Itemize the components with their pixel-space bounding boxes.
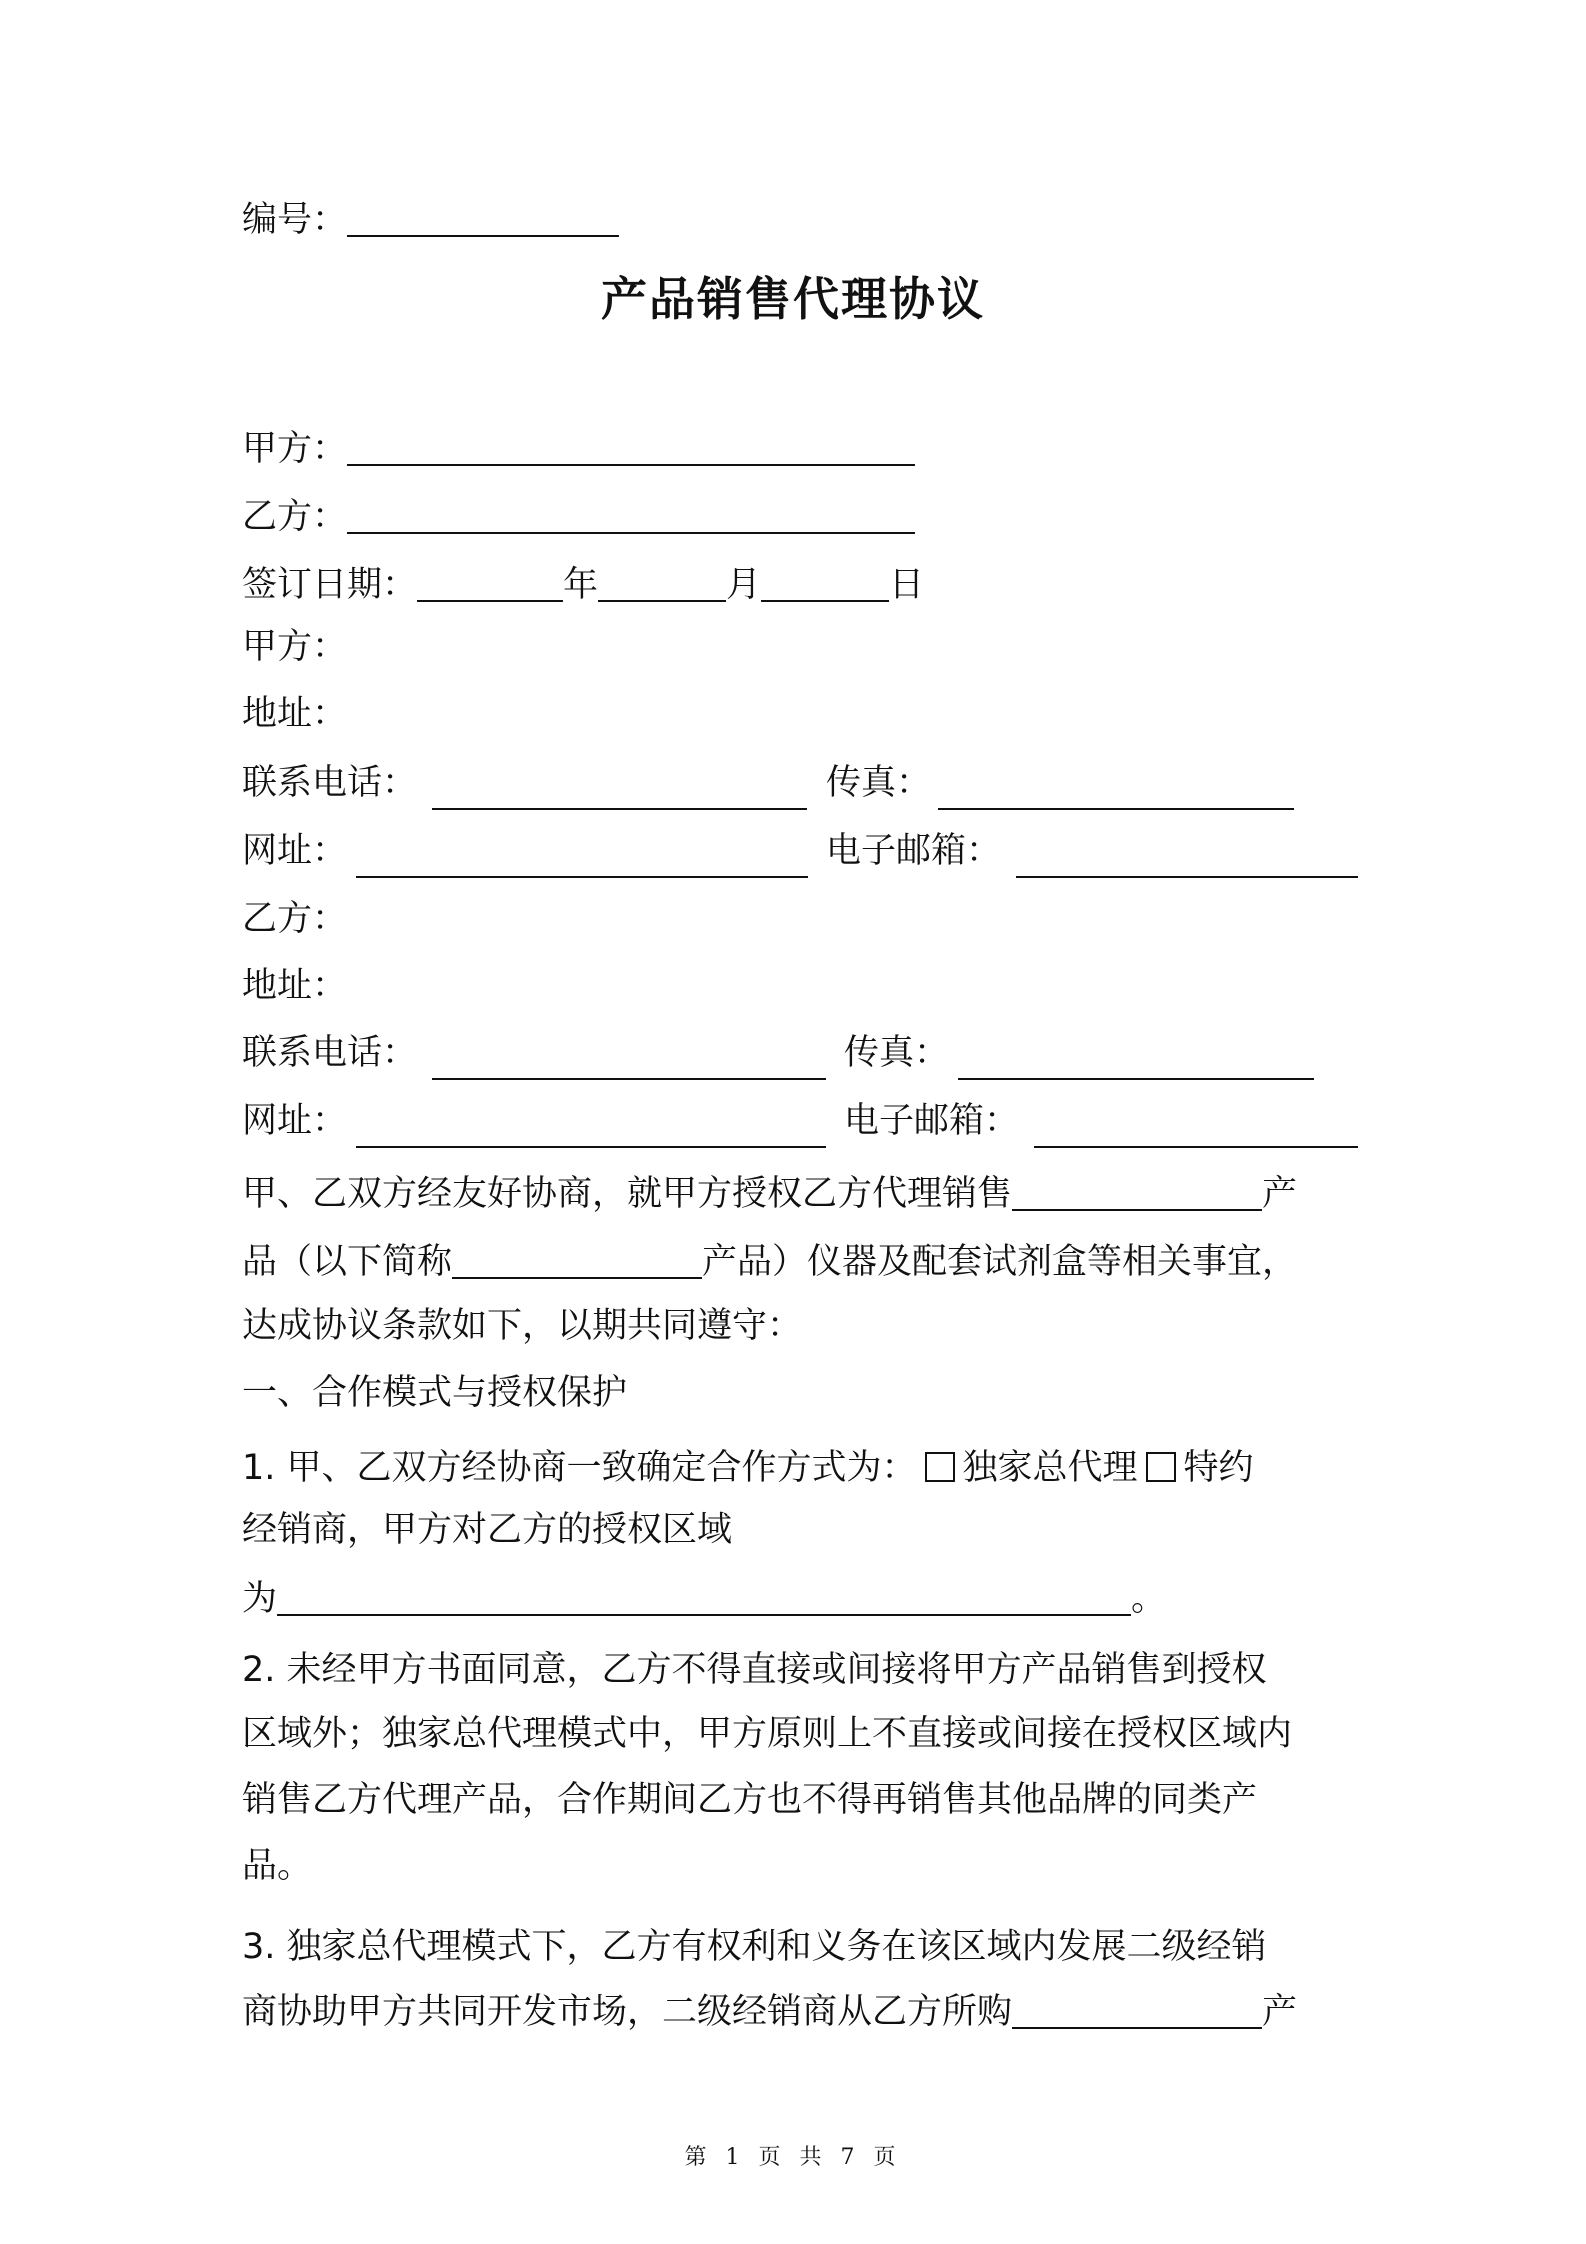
- purchase-product-blank: [1012, 1993, 1262, 2029]
- intro-line-2: [242, 1240, 1297, 1284]
- intro-text: 甲、乙双方经友好协商，就甲方授权乙方代理销售: [242, 1174, 1013, 1214]
- party-a-fax-blank: [938, 808, 1294, 810]
- section-heading: 一、合作模式与授权保护: [242, 1373, 628, 1413]
- clause-2-line-4: 品。: [242, 1846, 313, 1886]
- intro-text: 品（以下简称: [242, 1242, 453, 1282]
- checkbox-special-dealer[interactable]: [1146, 1452, 1176, 1482]
- clause-1-line-1: [242, 1446, 1254, 1490]
- month-blank: [598, 566, 726, 602]
- clause-2-line-2: 区域外；独家总代理模式中，甲方原则上不直接或间接在授权区域内: [242, 1714, 1293, 1754]
- clause-3-line-1: 3. 独家总代理模式下，乙方有权利和义务在该区域内发展二级经销: [242, 1927, 1267, 1967]
- sign-date-line: [242, 563, 924, 607]
- document-number: [242, 198, 619, 242]
- clause-2-line-3: 销售乙方代理产品，合作期间乙方也不得再销售其他品牌的同类产: [242, 1780, 1258, 1820]
- clause-2-line-1: 2. 未经甲方书面同意，乙方不得直接或间接将甲方产品销售到授权: [242, 1650, 1267, 1690]
- clause-text: 为: [242, 1579, 278, 1619]
- party-a-phone-blank: [432, 808, 807, 810]
- party-b-heading: 乙方：: [242, 899, 348, 939]
- intro-line-1: [242, 1172, 1297, 1216]
- clause-1-line-3: [242, 1577, 1166, 1621]
- party-a-blank: [347, 430, 915, 466]
- intro-text: 产: [1262, 1174, 1298, 1214]
- party-b-label: 乙方：: [242, 497, 348, 537]
- document-number-label: 编号：: [242, 200, 348, 240]
- sign-date-label: 签订日期：: [242, 565, 418, 605]
- page-number: 第 1 页 共 7 页: [684, 2145, 902, 2170]
- party-b-fax-label: 传真：: [844, 1033, 950, 1073]
- region-blank: [277, 1580, 1131, 1616]
- month-label: 月: [726, 565, 762, 605]
- party-a-website-blank: [356, 876, 808, 878]
- party-a-heading: 甲方：: [242, 627, 348, 667]
- clause-text: 产: [1262, 1992, 1298, 2032]
- party-b-fax-blank: [958, 1078, 1314, 1080]
- party-a-label: 甲方：: [242, 429, 348, 469]
- party-a-fax-label: 传真：: [826, 763, 932, 803]
- party-b-email-blank: [1034, 1146, 1358, 1148]
- abbrev-blank: [452, 1243, 702, 1279]
- party-a-phone-label: 联系电话：: [242, 763, 418, 803]
- party-a-email-blank: [1016, 876, 1358, 878]
- year-blank: [417, 566, 563, 602]
- party-a-website-label: 网址：: [242, 831, 348, 871]
- party-b-email-label: 电子邮箱：: [844, 1101, 1020, 1141]
- clause-3-line-2: [242, 1990, 1297, 2034]
- day-blank: [761, 566, 889, 602]
- party-b-phone-label: 联系电话：: [242, 1033, 418, 1073]
- party-b-website-label: 网址：: [242, 1101, 348, 1141]
- option-exclusive-agent: 独家总代理: [962, 1448, 1138, 1488]
- clause-1-line-2: 经销商，甲方对乙方的授权区域: [242, 1510, 733, 1550]
- party-b-phone-blank: [432, 1078, 826, 1080]
- party-a-address-label: 地址：: [242, 694, 348, 734]
- clause-text: 商协助甲方共同开发市场，二级经销商从乙方所购: [242, 1992, 1013, 2032]
- document-title: 产品销售代理协议: [601, 272, 985, 326]
- clause-text: 1. 甲、乙双方经协商一致确定合作方式为：: [242, 1448, 917, 1488]
- party-b-website-blank: [356, 1146, 826, 1148]
- clause-text: 。: [1131, 1579, 1167, 1619]
- party-b-blank: [347, 498, 915, 534]
- year-label: 年: [563, 565, 599, 605]
- document-number-blank: [347, 201, 619, 237]
- party-a-line: [242, 427, 915, 471]
- option-special-dealer: 特约: [1183, 1448, 1254, 1488]
- party-a-email-label: 电子邮箱：: [826, 831, 1002, 871]
- intro-text: 产品）仪器及配套试剂盒等相关事宜，: [702, 1242, 1298, 1282]
- day-label: 日: [889, 565, 925, 605]
- checkbox-exclusive-agent[interactable]: [925, 1452, 955, 1482]
- intro-line-3: 达成协议条款如下，以期共同遵守：: [242, 1306, 803, 1346]
- product-blank: [1012, 1175, 1262, 1211]
- party-b-line: [242, 495, 915, 539]
- party-b-address-label: 地址：: [242, 966, 348, 1006]
